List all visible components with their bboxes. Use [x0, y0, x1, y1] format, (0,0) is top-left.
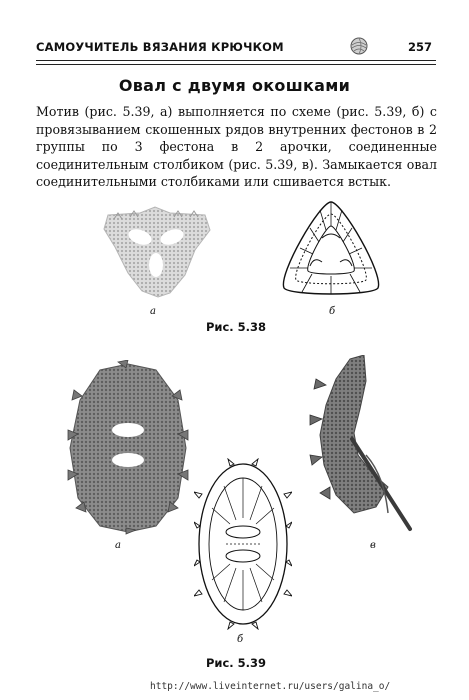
page-number: 257: [407, 40, 432, 54]
fig-539a-label: а: [115, 540, 121, 551]
fig-539b-label: б: [237, 634, 244, 645]
header-rule: [36, 60, 436, 65]
body-text: [36, 103, 437, 191]
fig-538b-diagram: [272, 196, 390, 305]
page-header: [36, 36, 436, 58]
fig-539a-photo: [60, 360, 195, 539]
yarn-ball-icon: [349, 36, 369, 60]
fig-538-caption: Рис. 5.38: [206, 320, 267, 334]
body-paragraph: Мотив (рис. 5.39, а) выполняется по схеме (рис. 5.39, б) с провязыванием скошенных рядов внутренних фестонов в 2 группы по 3 фестона в 2 арочки, соединенные соединительным столбиком (рис. 5.39, в). Замыкается овал соединительными столбиками или сшивается встык.: [36, 104, 437, 190]
fig-538a-label: а: [150, 306, 156, 317]
fig-539-caption: Рис. 5.39: [206, 656, 267, 670]
fig-539v-label: в: [370, 540, 376, 551]
fig-538b-label: б: [329, 306, 336, 317]
fig-539b-diagram: [194, 458, 292, 634]
section-title: Овал с двумя окошками: [118, 76, 351, 95]
running-title: САМОУЧИТЕЛЬ ВЯЗАНИЯ КРЮЧКОМ: [36, 40, 284, 54]
fig-539v-photo: [306, 355, 418, 539]
footer-url: http://www.liveinternet.ru/users/galina_o/: [150, 681, 391, 692]
fig-538a-photo: [100, 205, 215, 304]
